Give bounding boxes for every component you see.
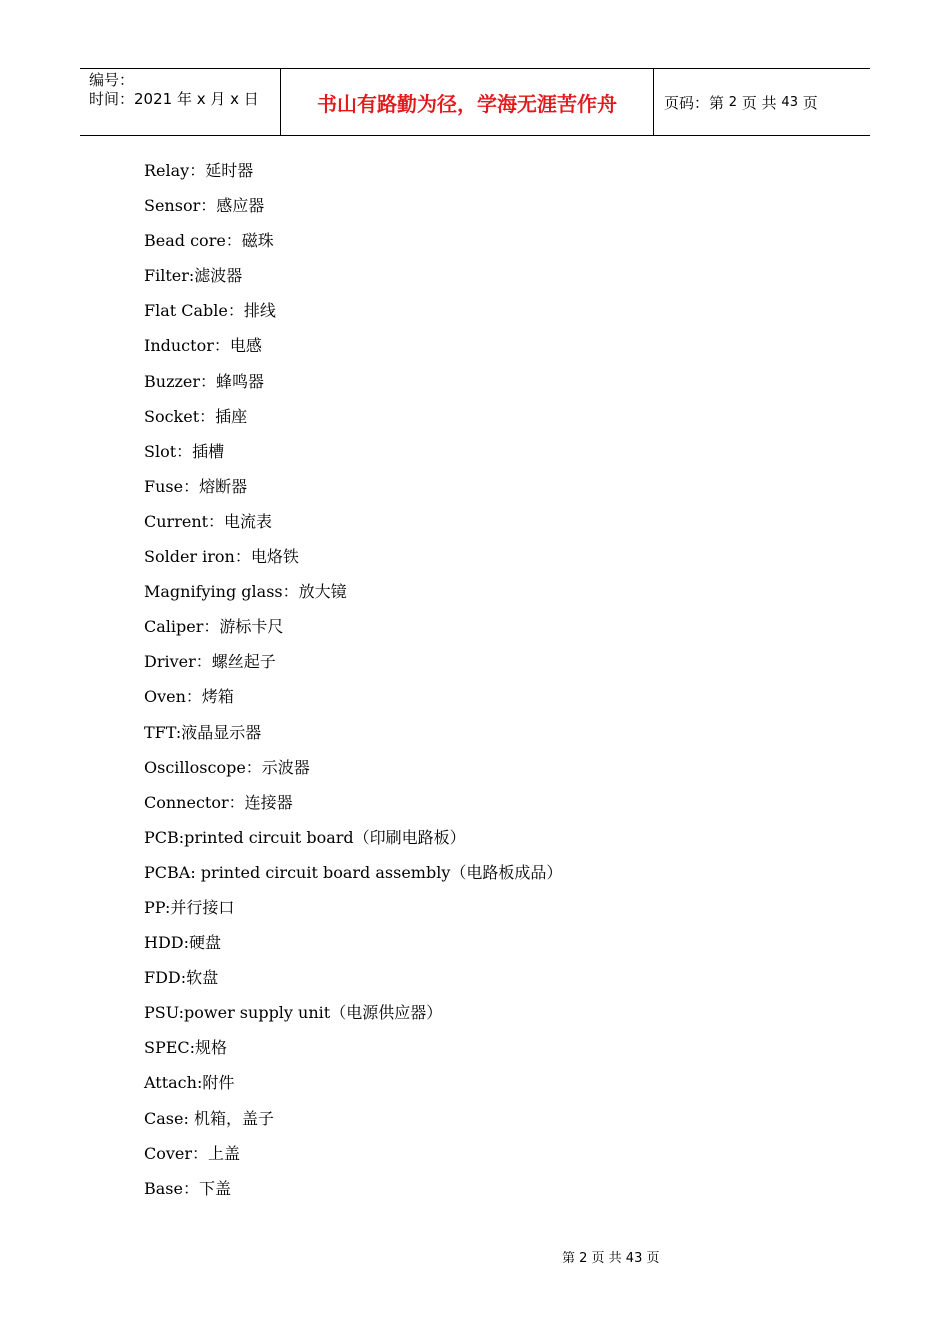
serial-label: 编号： [89, 71, 135, 89]
glossary-item: Flat Cable：排线 [144, 301, 276, 321]
glossary-item: Caliper：游标卡尺 [144, 617, 284, 637]
glossary-item: PP:并行接口 [144, 897, 235, 917]
page-prefix: 页码：第 [664, 93, 725, 112]
glossary-item: Solder iron：电烙铁 [144, 547, 299, 567]
glossary-item: Current：电流表 [144, 511, 273, 531]
glossary-item: FDD:软盘 [144, 968, 219, 988]
glossary-item: PSU:power supply unit（电源供应器） [144, 1003, 443, 1023]
glossary-item: Cover：上盖 [144, 1143, 241, 1163]
glossary-list [144, 161, 562, 1214]
header-meta [80, 69, 281, 135]
glossary-item: Buzzer：蜂鸣器 [144, 371, 265, 391]
glossary-item: Attach:附件 [144, 1073, 235, 1093]
page-middle: 页 共 [741, 93, 777, 112]
glossary-item: Slot：插槽 [144, 441, 225, 461]
glossary-item: Connector：连接器 [144, 792, 293, 812]
glossary-item: Case: 机箱，盖子 [144, 1108, 274, 1128]
page-current: 2 [728, 94, 738, 110]
glossary-item: Base：下盖 [144, 1178, 231, 1198]
glossary-item: Oven：烤箱 [144, 687, 234, 707]
glossary-item: Socket：插座 [144, 406, 248, 426]
page-footer: 第 2 页 共 43 页 [562, 1251, 660, 1266]
glossary-item: Sensor：感应器 [144, 196, 265, 216]
glossary-item: Relay：延时器 [144, 161, 254, 180]
glossary-item: SPEC:规格 [144, 1038, 228, 1058]
time-label: 时间：2021 年 x 月 x 日 [89, 90, 259, 108]
glossary-item: Bead core：磁珠 [144, 231, 274, 251]
page-header [80, 68, 870, 136]
glossary-item: PCBA: printed circuit board assembly（电路板成品） [144, 862, 563, 882]
glossary-item: Magnifying glass：放大镜 [144, 582, 347, 602]
glossary-item: Filter:滤波器 [144, 266, 243, 286]
glossary-item: HDD:硬盘 [144, 933, 222, 953]
glossary-item: TFT:液晶显示器 [144, 722, 262, 742]
header-motto: 书山有路勤为径，学海无涯苦作舟 [281, 69, 654, 135]
glossary-item: Fuse：熔断器 [144, 476, 248, 496]
header-page-number [654, 69, 870, 135]
glossary-item: Oscilloscope：示波器 [144, 757, 310, 777]
glossary-item: Inductor：电感 [144, 336, 262, 356]
glossary-item: PCB:printed circuit board（印刷电路板） [144, 827, 466, 847]
page-total: 43 [781, 94, 798, 110]
page-suffix: 页 [802, 93, 818, 112]
glossary-item: Driver：螺丝起子 [144, 652, 276, 672]
